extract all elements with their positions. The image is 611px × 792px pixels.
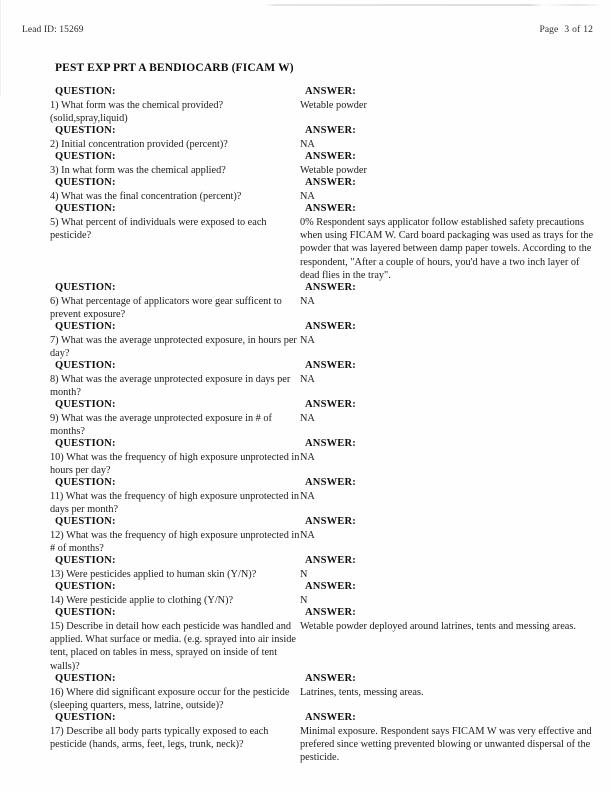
question-label: QUESTION: bbox=[55, 607, 116, 618]
qa-content-row bbox=[0, 725, 611, 765]
page-current: 3 bbox=[564, 25, 570, 35]
answer-label: ANSWER: bbox=[305, 516, 356, 527]
lead-id: Lead ID: 15269 bbox=[22, 25, 84, 35]
question-label: QUESTION: bbox=[55, 581, 116, 592]
qa-header-row bbox=[0, 282, 611, 295]
qa-block bbox=[0, 203, 611, 282]
question-label: QUESTION: bbox=[55, 555, 116, 566]
qa-block bbox=[0, 321, 611, 360]
question-text: 9) What was the average unprotected exposure in # of months? bbox=[50, 413, 272, 438]
qa-header-row bbox=[0, 516, 611, 529]
answer-label: ANSWER: bbox=[305, 203, 356, 214]
qa-block bbox=[0, 581, 611, 607]
answer-text: N bbox=[300, 595, 308, 606]
question-text: 3) In what form was the chemical applied? bbox=[50, 165, 226, 176]
question-label: QUESTION: bbox=[55, 360, 116, 371]
qa-block bbox=[0, 438, 611, 477]
qa-content-row bbox=[0, 490, 611, 516]
answer-label: ANSWER: bbox=[305, 555, 356, 566]
qa-block bbox=[0, 712, 611, 765]
question-label: QUESTION: bbox=[55, 321, 116, 332]
answer-label: ANSWER: bbox=[305, 177, 356, 188]
page-number bbox=[539, 25, 593, 35]
qa-header-row bbox=[0, 125, 611, 138]
page-label: Page bbox=[539, 25, 559, 35]
question-text: 6) What percentage of applicators wore gear sufficent to prevent exposure? bbox=[50, 296, 282, 321]
qa-block bbox=[0, 477, 611, 516]
question-label: QUESTION: bbox=[55, 516, 116, 527]
answer-label: ANSWER: bbox=[305, 125, 356, 136]
question-label: QUESTION: bbox=[55, 177, 116, 188]
page-title: PEST EXP PRT A BENDIOCARB (FICAM W) bbox=[55, 62, 294, 74]
scan-edge-artifact bbox=[0, 0, 1, 96]
qa-block bbox=[0, 516, 611, 555]
question-text: 15) Describe in detail how each pesticide was handled and applied. What surface or media. (e.g. sprayed into air inside tent, placed on tables in mess, sprayed on inside of tent walls)? bbox=[50, 621, 296, 672]
question-text: 11) What was the frequency of high exposure unprotected in days per month? bbox=[50, 491, 300, 516]
qa-content-row bbox=[0, 138, 611, 151]
answer-label: ANSWER: bbox=[305, 712, 356, 723]
qa-header-row bbox=[0, 712, 611, 725]
answer-label: ANSWER: bbox=[305, 282, 356, 293]
answer-text: NA bbox=[300, 530, 315, 541]
page-of-label: of bbox=[572, 25, 581, 35]
qa-header-row bbox=[0, 673, 611, 686]
qa-block bbox=[0, 282, 611, 321]
question-text: 10) What was the frequency of high exposure unprotected in hours per day? bbox=[50, 452, 300, 477]
qa-block bbox=[0, 177, 611, 203]
page-total: 12 bbox=[583, 25, 593, 35]
scan-line-artifact bbox=[265, 4, 605, 6]
qa-header-row bbox=[0, 581, 611, 594]
answer-label: ANSWER: bbox=[305, 151, 356, 162]
qa-content-row bbox=[0, 164, 611, 177]
qa-header-row bbox=[0, 399, 611, 412]
qa-content-row bbox=[0, 686, 611, 712]
answer-text: 0% Respondent says applicator follow established safety precautions when using FICAM W. Card board packaging was used as trays for the powder that was layered between damp paper towels. According to the respondent, "After a couple of hours, you'd have a two inch layer of dead flies in the tray". bbox=[300, 217, 594, 281]
qa-block bbox=[0, 555, 611, 581]
answer-text: Latrines, tents, messing areas. bbox=[300, 687, 424, 698]
question-label: QUESTION: bbox=[55, 203, 116, 214]
qa-block bbox=[0, 673, 611, 712]
question-answer-list bbox=[0, 86, 611, 765]
question-text: 8) What was the average unprotected exposure in days per month? bbox=[50, 374, 291, 399]
question-text: 5) What percent of individuals were exposed to each pesticide? bbox=[50, 217, 267, 242]
answer-text: Wetable powder bbox=[300, 165, 367, 176]
qa-header-row bbox=[0, 477, 611, 490]
answer-text: NA bbox=[300, 335, 315, 346]
qa-block bbox=[0, 151, 611, 177]
qa-content-row bbox=[0, 99, 611, 125]
question-text: 14) Were pesticide applie to clothing (Y/N)? bbox=[50, 595, 234, 606]
answer-text: NA bbox=[300, 191, 315, 202]
qa-header-row bbox=[0, 438, 611, 451]
answer-text: NA bbox=[300, 413, 315, 424]
question-label: QUESTION: bbox=[55, 282, 116, 293]
qa-content-row bbox=[0, 451, 611, 477]
answer-label: ANSWER: bbox=[305, 321, 356, 332]
qa-content-row bbox=[0, 412, 611, 438]
answer-text: Minimal exposure. Respondent says FICAM W was very effective and prefered since wetting prevented blowing or unwanted dispersal of the pesticide. bbox=[300, 726, 592, 764]
qa-header-row bbox=[0, 177, 611, 190]
question-label: QUESTION: bbox=[55, 151, 116, 162]
question-label: QUESTION: bbox=[55, 399, 116, 410]
qa-block bbox=[0, 360, 611, 399]
answer-label: ANSWER: bbox=[305, 438, 356, 449]
answer-label: ANSWER: bbox=[305, 477, 356, 488]
answer-label: ANSWER: bbox=[305, 86, 356, 97]
question-label: QUESTION: bbox=[55, 125, 116, 136]
answer-text: NA bbox=[300, 374, 315, 385]
qa-content-row bbox=[0, 620, 611, 673]
answer-text: Wetable powder deployed around latrines, tents and messing areas. bbox=[300, 621, 576, 632]
qa-content-row bbox=[0, 373, 611, 399]
qa-content-row bbox=[0, 216, 611, 282]
question-text: 16) Where did significant exposure occur for the pesticide (sleeping quarters, mess, latrine, outside)? bbox=[50, 687, 290, 712]
question-label: QUESTION: bbox=[55, 86, 116, 97]
answer-label: ANSWER: bbox=[305, 360, 356, 371]
qa-header-row bbox=[0, 607, 611, 620]
page-header bbox=[0, 25, 611, 41]
answer-label: ANSWER: bbox=[305, 607, 356, 618]
question-text: 7) What was the average unprotected exposure, in hours per day? bbox=[50, 335, 297, 360]
qa-block bbox=[0, 607, 611, 673]
qa-header-row bbox=[0, 151, 611, 164]
qa-block bbox=[0, 399, 611, 438]
question-text: 12) What was the frequency of high exposure unprotected in # of months? bbox=[50, 530, 300, 555]
qa-header-row bbox=[0, 360, 611, 373]
question-label: QUESTION: bbox=[55, 673, 116, 684]
qa-header-row bbox=[0, 321, 611, 334]
answer-label: ANSWER: bbox=[305, 581, 356, 592]
answer-label: ANSWER: bbox=[305, 673, 356, 684]
qa-content-row bbox=[0, 295, 611, 321]
question-label: QUESTION: bbox=[55, 477, 116, 488]
answer-text: N bbox=[300, 569, 308, 580]
qa-block bbox=[0, 86, 611, 125]
qa-header-row bbox=[0, 555, 611, 568]
question-text: 13) Were pesticides applied to human skin (Y/N)? bbox=[50, 569, 257, 580]
answer-text: NA bbox=[300, 139, 315, 150]
qa-content-row bbox=[0, 190, 611, 203]
answer-label: ANSWER: bbox=[305, 399, 356, 410]
answer-text: Wetable powder bbox=[300, 100, 367, 111]
question-label: QUESTION: bbox=[55, 438, 116, 449]
answer-text: NA bbox=[300, 452, 315, 463]
qa-content-row bbox=[0, 529, 611, 555]
answer-text: NA bbox=[300, 296, 315, 307]
qa-block bbox=[0, 125, 611, 151]
qa-content-row bbox=[0, 594, 611, 607]
qa-content-row bbox=[0, 334, 611, 360]
answer-text: NA bbox=[300, 491, 315, 502]
qa-header-row bbox=[0, 86, 611, 99]
question-label: QUESTION: bbox=[55, 712, 116, 723]
question-text: 1) What form was the chemical provided?(solid,spray,liquid) bbox=[50, 100, 224, 125]
qa-content-row bbox=[0, 568, 611, 581]
qa-header-row bbox=[0, 203, 611, 216]
question-text: 2) Initial concentration provided (percent)? bbox=[50, 139, 228, 150]
question-text: 4) What was the final concentration (percent)? bbox=[50, 191, 242, 202]
question-text: 17) Describe all body parts typically exposed to each pesticide (hands, arms, feet, legs, trunk, neck)? bbox=[50, 726, 269, 751]
